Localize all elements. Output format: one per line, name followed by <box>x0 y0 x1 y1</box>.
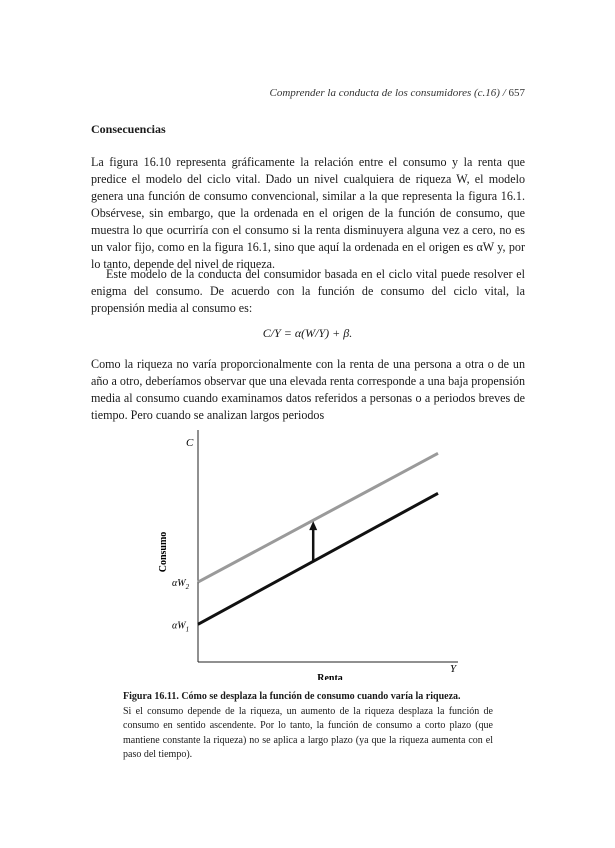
figure-caption <box>123 690 493 763</box>
running-head-separator: / <box>502 87 506 99</box>
y-axis-label: Consumo <box>158 531 169 573</box>
series-line-αW1 <box>198 493 438 624</box>
intercept-label-αW1: $\alpha W_1$ <box>172 620 190 634</box>
caption-title: Figura 16.11. Cómo se desplaza la función de consumo cuando varía la riqueza. <box>123 691 461 702</box>
formula: C/Y = α(W/Y) + β. <box>262 326 353 340</box>
intercept-label-αW2: $\alpha W_2$ <box>172 578 190 592</box>
x-axis-symbol: Y <box>450 663 457 675</box>
series-layer <box>172 453 438 633</box>
paragraph-1: La figura 16.10 representa gráficamente la relación entre el consumo y la renta que predice el modelo del ciclo vital. Dado un nivel cualquiera de riqueza W, el modelo genera una función de consumo convencional, similar a la que representa la figura 16.1. Obsérvese, sin embargo, que la ordenada en el origen de la función de consumo, que muestra lo que ocurriría con el consumo si la renta disminuyera alguna vez a cero, no es un valor fijo, como en la figura 16.1, sino que aquí la ordenada en el origen es αW y, por lo tanto, depende del nivel de riqueza. <box>91 155 525 271</box>
running-head <box>269 87 525 99</box>
page-number: 657 <box>508 87 525 99</box>
series-line-αW2 <box>198 453 438 582</box>
paragraph-2: Este modelo de la conducta del consumidor basada en el ciclo vital puede resolver el enigma del consumo. De acuerdo con la función de consumo del ciclo vital, la propensión media al consumo es: <box>91 267 525 315</box>
running-title: Comprender la conducta de los consumidores (c.16) <box>269 87 500 99</box>
x-axis-label: Renta <box>317 673 343 680</box>
caption-text: Si el consumo depende de la riqueza, un aumento de la riqueza desplaza la función de consumo en sentido ascendente. Por lo tanto, la función de consumo a corto plazo (que mantiene constante la riqueza) no se aplica a largo plazo (ya que la riqueza aumenta con el paso del tiempo). <box>123 705 493 760</box>
y-axis-symbol: C <box>186 437 194 449</box>
section-title: Consecuencias <box>91 122 166 136</box>
paragraph-3: Como la riqueza no varía proporcionalmente con la renta de una persona a otra o de un año a otro, deberíamos observar que una elevada renta corresponde a una baja propensión media al consumo cuando examinamos datos referidos a personas o a periodos breves de tiempo. Pero cuando se analizan largos periodos <box>91 357 525 422</box>
consumption-function-chart <box>150 430 480 680</box>
